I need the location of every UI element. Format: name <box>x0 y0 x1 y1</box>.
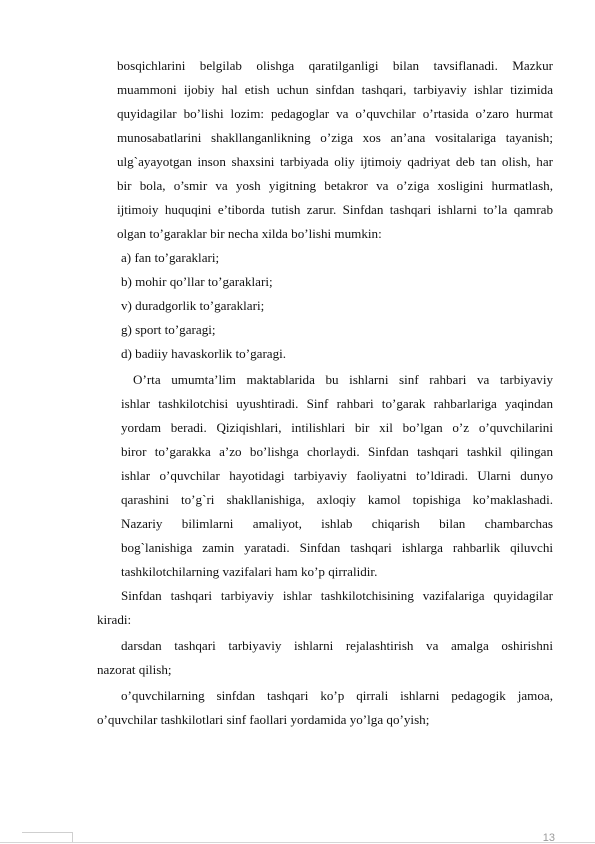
footer-divider <box>0 842 595 843</box>
list-item: g) sport to’garagi; <box>121 322 216 337</box>
text-line: yordam beradi. Qiziqishlari, intilishlari bir xil bo’lgan o’z o’quvchilarini <box>121 420 553 435</box>
text-line: tashkilotchilarning vazifalari ham ko’p qirralidir. <box>121 564 378 579</box>
list-item: b) mohir qo’llar to’garaklari; <box>121 274 273 289</box>
text-line: quyidagilar bo’lishi lozim: pedagoglar va o’quvchilar o’rtasida o’zaro hurmat <box>117 106 553 121</box>
list-item: a) fan to’garaklari; <box>121 250 220 265</box>
text-line: bir bola, o’smir va yosh yigitning betakror va o’ziga xosligini hurmatlash, <box>117 178 553 193</box>
page-number: 13 <box>542 832 555 844</box>
text-line: ijtimoiy huquqini e’tiborda tutish zarur. Sinfdan tashqari ishlarni to’la qamrab <box>117 202 553 217</box>
text-line: Sinfdan tashqari tarbiyaviy ishlar tashkilotchisining vazifalariga quyidagilar <box>121 588 553 603</box>
list-item: v) duradgorlik to’garaklari; <box>121 298 265 313</box>
text-line: O’rta umumta’lim maktablarida bu ishlarni sinf rahbari va tarbiyaviy <box>133 372 553 387</box>
text-line: ulg`ayayotgan inson shaxsini tarbiyada oliy ijtimoiy qadriyat deb tan olish, har <box>117 154 553 169</box>
text-line: bog`lanishiga zamin yaratadi. Sinfdan tashqari ishlarga rahbarlik qiluvchi <box>121 540 553 555</box>
text-line: ishlar o’quvchilar hayotidagi tarbiyaviy faoliyatni to’ldiradi. Ularni dunyo <box>121 468 553 483</box>
text-line: darsdan tashqari tarbiyaviy ishlarni rejalashtirish va amalga oshirishni <box>121 638 553 653</box>
text-line: qarashini to’g`ri shakllanishiga, axloqiy kamol topishiga ko’maklashadi. <box>121 492 553 507</box>
text-line: biror to’garakka a’zo bo’lishga chorlaydi. Sinfdan tashqari tashkil qilingan <box>121 444 553 459</box>
text-line: o’quvchilarning sinfdan tashqari ko’p qirrali ishlarni pedagogik jamoa, <box>121 688 553 703</box>
text-line: muammoni ijobiy hal etish uchun sinfdan tashqari, tarbiyaviy ishlar tizimida <box>117 82 553 97</box>
text-line: o’quvchilar tashkilotlari sinf faollari yordamida yo’lga qo’yish; <box>97 712 430 727</box>
text-line: Nazariy bilimlarni amaliyot, ishlab chiqarish bilan chambarchas <box>121 516 553 531</box>
text-line: olgan to’garaklar bir necha xilda bo’lishi mumkin: <box>117 226 382 241</box>
text-line: munosabatlarini shakllanganlikning o’ziga xos an’ana vositalariga tayanish; <box>117 130 553 145</box>
list-item: d) badiiy havaskorlik to’garagi. <box>121 346 287 361</box>
text-line: nazorat qilish; <box>97 662 172 677</box>
text-line: kiradi: <box>97 612 132 627</box>
text-line: bosqichlarini belgilab olishga qaratilganligi bilan tavsiflanadi. Mazkur <box>117 58 553 73</box>
text-line: ishlar tashkilotchisi uyushtiradi. Sinf rahbari to’garak rahbarlariga yaqindan <box>121 396 553 411</box>
